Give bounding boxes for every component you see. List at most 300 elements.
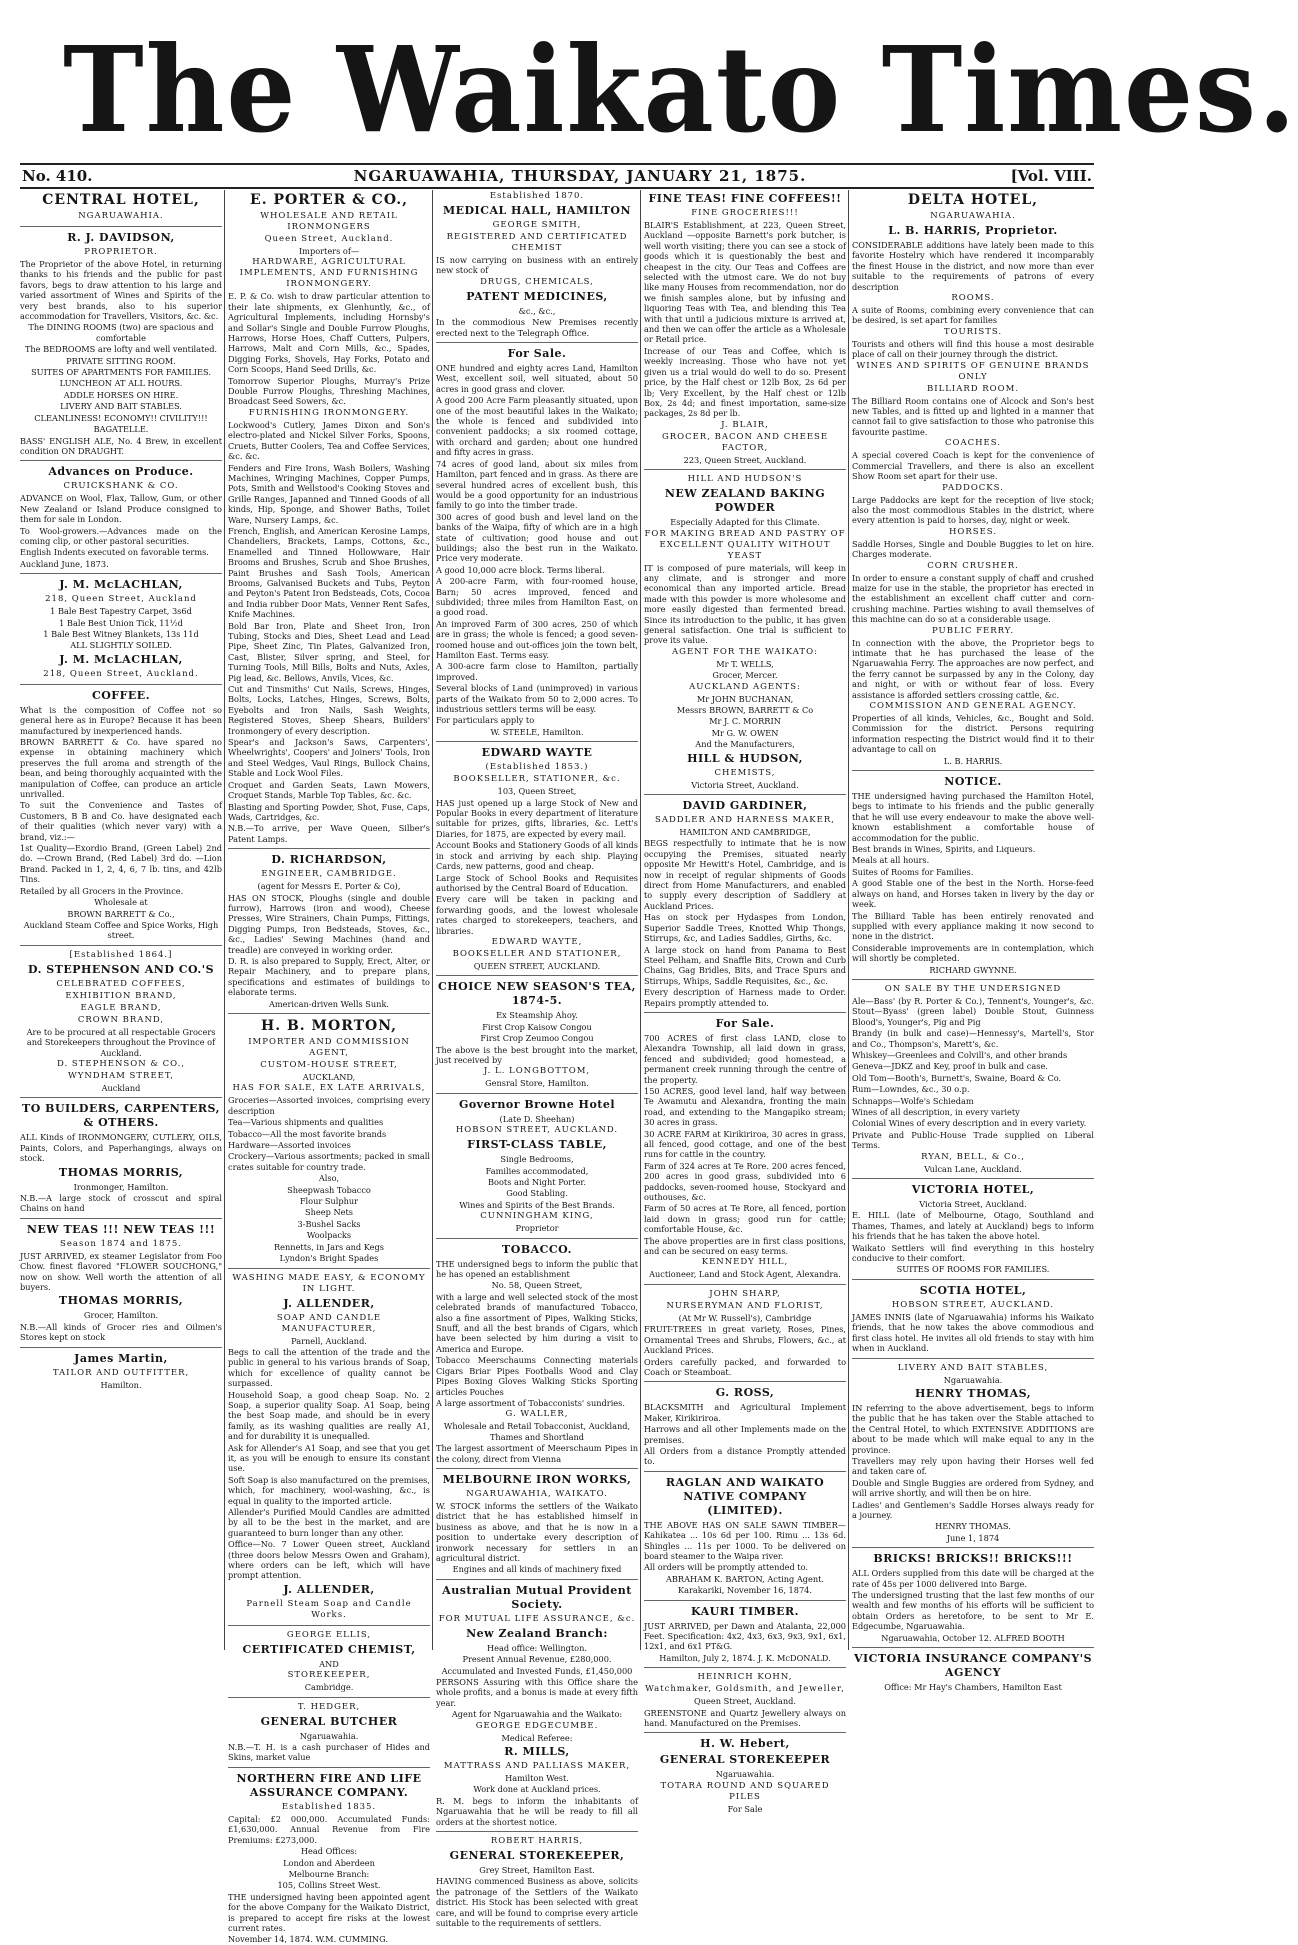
ad-line: SUITES OF ROOMS FOR FAMILIES. [896, 1264, 1050, 1275]
ad-subheading: New Zealand Branch: [466, 1626, 608, 1640]
ad-caption: [Established 1864.] [69, 949, 173, 960]
ad-line: AUCKLAND, [302, 1072, 356, 1082]
ad-line: Melbourne Branch: [288, 1868, 370, 1879]
ad-line: Wholesale and Retail Tobacconist, Auckland, Thames and Shortland [443, 1421, 631, 1442]
ad-caption: AGENT FOR THE WAIKATO: [672, 646, 818, 657]
ad-subheading: THOMAS MORRIS, [58, 1165, 184, 1179]
ad-paragraph: November 14, 1874. W.M. CUMMING. [228, 1934, 388, 1945]
ad-caption: 218, Queen Street, Auckland [45, 594, 197, 605]
ad-divider [436, 975, 638, 976]
ad-paragraph: Saddle Horses, Single and Double Buggies to let on hire. Charges moderate. [852, 538, 1094, 560]
ad-paragraph: Croquet and Garden Seats, Lawn Mowers, Croquet Stands, Marble Top Tables, &c. &c. [228, 779, 430, 801]
ad-paragraph: 150 ACRES, good level land, half way between Te Awamutu and Alexandra, fronting the main road, and extending to the Mangapiko stream; 30 acres in grass. [644, 1085, 846, 1128]
ad-caption: PROPRIETOR. [84, 247, 158, 257]
ad-line: Ngaruawahia. [299, 1730, 359, 1741]
ad-paragraph: N.B.—All kinds of Grocer ries and Oilmen's Stores kept on stock [20, 1321, 222, 1343]
ad-caption: REGISTERED AND CERTIFICATED CHEMIST [446, 232, 628, 253]
ad-divider [644, 1012, 846, 1013]
ad-paragraph: A suite of Rooms, combining every convenience that can be desired, is set apart for families [852, 305, 1094, 326]
ad-subheading: J. ALLENDER, [283, 1582, 375, 1596]
ad-paragraph: Tomorrow Superior Ploughs, Murray's Prize Double Furrow Ploughs, Threshing Machines, Broadcast Seed Sowers, &c. [228, 375, 430, 407]
ad-line: 103, Queen Street, [497, 786, 577, 797]
ad-caption: PUBLIC FERRY. [931, 625, 1015, 636]
ad-caption: Watchmaker, Goldsmith, and Jeweller, [645, 1684, 845, 1695]
ad-divider [20, 226, 222, 227]
ad-paragraph: Office—No. 7 Lower Queen street, Auckland (three doors below Messrs Owen and Graham), where orders can be left, which will have prompt attention. [228, 1539, 430, 1581]
ad-line: June 1, 1874 [946, 1532, 1000, 1543]
ad-line: (Late D. Sheehan) [499, 1113, 575, 1124]
ad-caption: CELEBRATED COFFEES, [56, 978, 186, 989]
ad-caption: FINE GROCERIES!!! [691, 208, 799, 218]
ad-divider [228, 1013, 430, 1014]
column-rule [848, 190, 849, 1650]
ad-caption: GEORGE SMITH, [492, 220, 582, 230]
ad-paragraph: Best brands in Wines, Spirits, and Liqueurs. [852, 844, 1036, 855]
ad-caption: ROOMS. [951, 293, 995, 304]
ad-line: 223, Queen Street, Auckland. [683, 454, 807, 465]
ad-caption: J. L. LONGBOTTOM, [483, 1066, 591, 1077]
ad-line: Auckland [101, 1082, 141, 1093]
ad-paragraph: Rum—Lowndes, &c., 30 o.p. [852, 1084, 970, 1095]
ad-line: L. B. HARRIS. [943, 755, 1003, 766]
ad-subheading: GENERAL STOREKEEPER, [449, 1849, 625, 1863]
ad-paragraph: E. HILL (late of Melbourne, Otago, Southland and Thames, Thames, and lately at Auckland) begs to inform his friends that he has taken the above hotel. [852, 1210, 1094, 1242]
ad-caption: Parnell Steam Soap and Candle Works. [246, 1598, 412, 1620]
ad-paragraph: Tea—Various shipments and qualities [228, 1117, 384, 1128]
ad-paragraph: Properties of all kinds, Vehicles, &c., Bought and Sold. Commission for the district. Persons requiring information respecting the District would find it to their advantage to call on [852, 713, 1094, 755]
ad-paragraph: N.B.—A large stock of crosscut and spiral Chains on hand [20, 1192, 222, 1214]
ad-paragraph: Tobacco—All the most favorite brands [228, 1128, 387, 1139]
ad-paragraph: Blasting and Sporting Powder, Shot, Fuse, Caps, Wads, Cartridges, &c. [228, 801, 430, 822]
ad-paragraph: The Billiard Table has been entirely renovated and supplied with every appliance making it now second to none in the district. [852, 910, 1094, 942]
ad-line: Cambridge. [304, 1682, 354, 1693]
ad-subheading: NEW ZEALAND BAKING POWDER [664, 487, 826, 515]
ad-line: W. STEELE, Hamilton. [490, 726, 584, 737]
ad-divider [644, 469, 846, 470]
ad-divider [644, 794, 846, 795]
ad-paragraph: To suit the Convenience and Tastes of Customers, B B and Co. have designated each of their qualities (which never vary) with a brand, viz.:— [20, 800, 222, 842]
issue-number: No. 410. [22, 167, 93, 185]
ad-paragraph: The above properties are in first class positions, and can be secured on easy terms. [644, 1235, 846, 1257]
ad-divider [228, 848, 430, 849]
ad-line: Wholesale at [94, 897, 148, 908]
ad-caption: ROBERT HARRIS, [490, 1836, 584, 1847]
ad-paragraph: A good 10,000 acre block. Terms liberal. [436, 564, 605, 575]
ad-caption: HAS FOR SALE, EX LATE ARRIVALS, [232, 1083, 426, 1094]
ad-paragraph: Allender's Purified Mould Candles are admitted by all to be the best in the market, and are guaranteed to burn longer than any other. [228, 1507, 430, 1538]
ad-line: Mr T. WELLS, [716, 658, 774, 669]
ad-divider [20, 1347, 222, 1348]
ad-caption: WYNDHAM STREET, [68, 1070, 174, 1081]
column-2 [228, 190, 430, 1945]
ad-divider [436, 1579, 638, 1580]
ad-caption: EXHIBITION BRAND, [65, 990, 177, 1001]
ad-line: Hamilton, July 2, 1874. J. K. McDONALD. [659, 1652, 831, 1663]
ad-paragraph: E. P. & Co. wish to draw particular attention to their late shipments, ex Glenhuntly, &c., of Agricultural Implements, including Hornsby's and Sollar's Single and Double Furrow Ploughs, Harrows, Horse Hoes, Chaff Cutters, Pulpers, Harrows, Malt and Corn Mills, &c., Spades, Digging Forks, Shovels, Hay Forks, Potato and Corn Scoops, Hand Seed Drills, &c. [228, 291, 430, 375]
ad-line: Ngaruawahia. [943, 1374, 1003, 1385]
ad-paragraph: Ladies' and Gentlemen's Saddle Horses always ready for a journey. [852, 1499, 1094, 1520]
ad-paragraph: HAS just opened up a large Stock of New and Popular Books in every department of literature suitable for prizes, gifts, libraries, &c. Lett's Diaries, for 1875, are expected by every mail. [436, 797, 638, 839]
ad-subheading: D. STEPHENSON AND CO.'S [27, 962, 215, 976]
ad-paragraph: Considerable improvements are in contemplation, which will shortly be completed. [852, 942, 1094, 964]
ad-subheading: CHOICE NEW SEASON'S TEA, 1874-5. [438, 980, 636, 1008]
ad-divider [228, 1625, 430, 1626]
ad-divider [644, 1600, 846, 1601]
ad-paragraph: In the commodious New Premises recently erected next to the Telegraph Office. [436, 317, 638, 338]
ad-paragraph: IS now carrying on business with an entirely new stock of [436, 255, 638, 276]
ad-caption: NGARUAWAHIA. [930, 211, 1016, 221]
ad-paragraph: Waikato Settlers will find everything in this hostelry conducive to their comfort. [852, 1242, 1094, 1264]
ad-paragraph: Meals at all hours. [852, 855, 930, 866]
ad-heading: DELTA HOTEL, [907, 192, 1039, 208]
ad-caption: KENNEDY HILL, [701, 1257, 789, 1268]
ad-line: Mr JOHN BUCHANAN, [696, 693, 794, 704]
ad-subheading: GENERAL STOREKEEPER [659, 1753, 831, 1767]
ad-caption: J. BLAIR, [721, 419, 769, 430]
ad-paragraph: W. STOCK informs the settlers of the Waikato district that he has established himself in business as above, and that he is now in a position to undertake every description of ironwork necessary for settlers in an agricultural district. [436, 1500, 638, 1563]
ad-caption: HOBSON STREET, AUCKLAND. [455, 1125, 619, 1136]
ad-divider [436, 1468, 638, 1469]
ad-paragraph: Spear's and Jackson's Saws, Carpenters', Wheelwrights', Coopers' and Joiners' Tools, Iron and Steel Wedges, Vaul Rings, Bullock Chains, Stable and Lock Wool Files. [228, 737, 430, 779]
ad-caption: MATTRASS AND PALLIASS MAKER, [443, 1761, 631, 1772]
dateline [20, 163, 1094, 189]
ad-line: Work done at Auckland prices. [473, 1784, 601, 1795]
ad-line: Ironmonger, Hamilton. [73, 1181, 169, 1192]
ad-paragraph: In connection with the above, the Proprietor begs to intimate that he has purchased the lease of the Ngaruawahia Ferry. The approaches are now perfect, and the ferry cannot be surpassed by any in the Colony, day and night, or with or without fear of loss. Every assistance is afforded settlers crossing cattle, &c. [852, 637, 1094, 700]
ad-paragraph: A good 200 Acre Farm pleasantly situated, upon one of the most beautiful lakes in the Waikato; the whole is fenced and subdivided into convenient paddocks; a six roomed cottage, with orchard and garden; about one hundred and fifty acres in grass. [436, 395, 638, 458]
ad-subheading: MELBOURNE IRON WORKS, [442, 1472, 632, 1486]
ad-line: Victoria Street, Auckland. [919, 1199, 1027, 1210]
ad-line: Rennetts, in Jars and Kegs [274, 1241, 384, 1252]
ad-caption: PADDOCKS. [942, 482, 1004, 493]
ad-line: (At Mr W. Russell's), Cambridge [678, 1312, 812, 1323]
ad-divider [852, 1647, 1094, 1648]
ad-line: Auckland Steam Coffee and Spice Works, High street. [23, 919, 219, 941]
ad-caption: CUSTOM-HOUSE STREET, [260, 1060, 398, 1070]
ad-paragraph: Capital: £2 000,000. Accumulated Funds: £1,630,000. Annual Revenue from Fire Premiums: £273,000. [228, 1813, 430, 1845]
ad-caption: G. WALLER, [505, 1409, 569, 1420]
ad-paragraph: Large Paddocks are kept for the reception of live stock; also the most commodious Stables in the district, where every attention is paid to horses, day, night or week. [852, 494, 1094, 526]
ad-line: Mr G. W. OWEN [711, 727, 779, 738]
volume-number: [Vol. VIII. [1010, 167, 1092, 185]
ad-paragraph: JUST ARRIVED, per Dawn and Atalanta, 22,000 Feet. Specification: 4x2, 4x3, 6x3, 9x3, 9x1, 6x1, 12x1, and 6x1 PT&G. [644, 1620, 846, 1652]
ad-paragraph: JUST ARRIVED, ex steamer Legislator from Foo Chow. finest flavored "FLOWER SOUCHONG," now on show. Well worth the attention of all buyers. [20, 1250, 222, 1292]
ad-line: Engines and all kinds of machinery fixed [452, 1564, 622, 1575]
ad-paragraph: PERSONS Assuring with this Office share the whole profits, and a bonus is made at every fifth year. [436, 1677, 638, 1708]
ad-divider [852, 770, 1094, 771]
ad-caption: HARDWARE, AGRICULTURAL IMPLEMENTS, AND FURNISHING IRONMONGERY. [239, 257, 419, 290]
ad-line: Queen Street, Auckland. [694, 1696, 796, 1707]
ad-paragraph: THE undersigned having purchased the Hamilton Hotel, begs to intimate to his friends and the public generally that he will use every endeavour to make the above well-known establishment a comfortable house of accommodation for the public. [852, 791, 1094, 843]
ad-caption: BILLIARD ROOM. [926, 383, 1020, 394]
ad-paragraph: JAMES INNIS (late of Ngaruawahia) informs his Waikato friends, that he now takes the above commodious and first class hotel. He invites all old friends to stay with him when in Auckland. [852, 1311, 1094, 1354]
ad-paragraph: Whiskey—Greenlees and Colvill's, and other brands [852, 1049, 1068, 1060]
ad-paragraph: A 200-acre Farm, with four-roomed house, Barn; 50 acres improved, fenced and subdivided; three miles from Hamilton East, on a good road. [436, 576, 638, 618]
ad-heading: H. B. MORTON, [260, 1018, 398, 1034]
ad-caption: NGARUAWAHIA. [78, 211, 164, 221]
ad-line: And the Manufacturers, [695, 739, 795, 750]
ad-paragraph: THE undersigned having been appointed agent for the above Company for the Waikato District, is prepared to accept fire risks at the lowest current rates. [228, 1891, 430, 1933]
ad-line: Wines and Spirits of the Best Brands. [459, 1199, 615, 1210]
ad-line: Gensral Store, Hamilton. [485, 1078, 589, 1089]
ad-caption: GEORGE ELLIS, [286, 1629, 372, 1640]
ad-caption: FURNISHING IRONMONGERY. [248, 407, 410, 418]
ad-caption: HILL AND HUDSON'S [687, 474, 803, 485]
ad-paragraph: Old Tom—Booth's, Burnett's, Swaine, Board & Co. [852, 1072, 1062, 1083]
ad-paragraph: Increase of our Teas and Coffee, which is weekly increasing. Those who have not yet given us a trial would do well to do so. Present price, by the Half chest or 12lb Box, 2s 6d per lb; Very Excellent, by the Half chest or 12lb Box, 2s 4d; and finest importation, same-size packages, 2s 8d per lb. [644, 345, 846, 419]
ad-paragraph: Has on stock per Hydaspes from London, Superior Saddle Trees, Knotted Whip Thongs, Stirrups, &c, and Ladies Saddles, Girths, &c. [644, 912, 846, 944]
ad-paragraph: IN referring to the above advertisement, begs to inform the public that he has taken over the Stable attached to the Central Hotel, to which EXTENSIVE ADDITIONS are about to be made which will make equal to any in the province. [852, 1402, 1094, 1455]
ad-divider [644, 1284, 846, 1285]
ad-subheading: RAGLAN AND WAIKATO NATIVE COMPANY (LIMITED). [665, 1475, 825, 1517]
ad-divider [20, 573, 222, 574]
ad-divider [20, 1218, 222, 1219]
ad-line: BROWN BARRETT & Co., [67, 908, 175, 919]
ad-caption: COACHES. [945, 438, 1001, 449]
ad-caption: D. STEPHENSON & CO., [57, 1058, 185, 1069]
ad-paragraph: ADVANCE on Wool, Flax, Tallow, Gum, or other New Zealand or Island Produce consigned to them for sale in London. [20, 493, 222, 525]
ad-paragraph: Suites of Rooms for Families. [852, 866, 974, 877]
ad-line: First Crop Zeumoo Congou [480, 1033, 594, 1044]
ad-divider [644, 1732, 846, 1733]
ad-line: Grocer, Hamilton. [83, 1310, 159, 1321]
ad-subheading: FINE TEAS! FINE COFFEES!! [648, 192, 842, 205]
ad-line: Auctioneer, Land and Stock Agent, Alexandra. [649, 1269, 841, 1280]
ad-paragraph: THE undersigned begs to inform the public that he has opened an establishment [436, 1258, 638, 1280]
ad-subheading: HENRY THOMAS, [914, 1386, 1032, 1400]
ad-paragraph: Soft Soap is also manufactured on the premises, which, for machinery, wool-washing, &c., is equal in quality to the imported article. [228, 1474, 430, 1506]
ad-line: Vulcan Lane, Auckland. [924, 1163, 1022, 1174]
ad-subheading: PATENT MEDICINES, [466, 289, 608, 303]
ad-divider [852, 1547, 1094, 1548]
masthead-title: The Waikato Times. [62, 20, 1298, 159]
column-rule [640, 190, 641, 1650]
ad-caption: SADDLER AND HARNESS MAKER, [655, 815, 835, 826]
ad-caption: STOREKEEPER, [287, 1670, 371, 1681]
ad-paragraph: N.B.—T. H. is a cash purchaser of Hides and Skins, market value [228, 1742, 430, 1763]
ad-line: HAMILTON AND CAMBRIDGE, [679, 827, 811, 838]
ad-divider [20, 684, 222, 685]
ad-paragraph: A 300-acre farm close to Hamilton, partially improved. [436, 661, 638, 682]
ad-subheading: GENERAL BUTCHER [260, 1714, 398, 1728]
ad-paragraph: Fenders and Fire Irons, Wash Boilers, Washing Machines, Wringing Machines, Copper Pumps, Pots, Smith and Wellstood's Cooking Stoves and Grille Ranges, Japanned and Tinned Goods of all kinds, Hip, Sponge, and Shower Baths, Toilet Ware, Nursery Lamps, &c. [228, 462, 430, 525]
ad-line: Flour Sulphur [299, 1196, 359, 1207]
ad-line: Boots and Night Porter. [488, 1177, 586, 1187]
ad-line: Sheep Nets [305, 1207, 353, 1218]
ad-paragraph: The Billiard Room contains one of Alcock and Son's best new Tables, and is fitted up and lighted in a manner that cannot fail to give satisfaction to those who patronise this favourite pastime. [852, 395, 1094, 437]
ad-paragraph: The Proprietor of the above Hotel, in returning thanks to his friends and the public for past favors, begs to draw attention to his large and varied assortment of Wines and Spirits of the very best brands, also to his superior accommodation for Travellers, Visitors, &c. &c. [20, 259, 222, 322]
ad-caption: Established 1870. [489, 191, 585, 201]
ad-caption: TOTARA ROUND AND SQUARED PILES [660, 1780, 830, 1802]
ad-caption: CHEMISTS, [714, 767, 776, 778]
ad-line: LUNCHEON AT ALL HOURS. [59, 378, 183, 389]
ad-caption: ENGINEER, CAMBRIDGE. [261, 869, 397, 880]
ad-line: Hamilton. [100, 1379, 142, 1390]
ad-line: AND [319, 1658, 339, 1669]
ad-line: Also, [318, 1173, 340, 1184]
ad-divider [852, 1279, 1094, 1280]
ad-subheading: L. B. HARRIS, Proprietor. [888, 224, 1058, 237]
ad-line: 3-Bushel Sacks [297, 1218, 361, 1229]
ad-caption: JOHN SHARP, [709, 1288, 781, 1299]
ad-line: Ngaruawahia. [715, 1769, 775, 1780]
ad-divider [436, 1831, 638, 1832]
ad-paragraph: Begs to call the attention of the trade and the public in general to his various brands of Soap, which for excellence of quality cannot be surpassed. [228, 1346, 430, 1389]
ad-divider [20, 1097, 222, 1098]
ad-caption: IMPORTER AND COMMISSION AGENT, [248, 1037, 410, 1058]
ad-subheading: H. W. Hebert, [700, 1737, 790, 1751]
ad-line: 1 Bale Best Tapestry Carpet, 3s6d [50, 606, 192, 617]
ad-caption: SOAP AND CANDLE MANUFACTURER, [276, 1312, 382, 1334]
ad-line: PRIVATE SITTING ROOM. [66, 355, 176, 366]
ad-divider [644, 1471, 846, 1472]
ad-paragraph: R. M. begs to inform the inhabitants of Ngaruawahia that he will be ready to fill all orders at the shortest notice. [436, 1795, 638, 1827]
ad-subheading: THOMAS MORRIS, [58, 1294, 184, 1308]
ad-paragraph: A large stock on hand from Panama to Best Steel Pelham, and Snaffle Bits, Crown and Curb Chains, Gag Bridles, Bits, and Trace Spurs and Stirrups, Whips, Saddle Requisites, &c., &c. [644, 944, 846, 986]
ad-paragraph: Farm of 324 acres at Te Rore. 200 acres fenced, 200 acres in good grass, subdivided into 6 paddocks, seven-roomed house, Stockyard and outhouses, &c. [644, 1160, 846, 1203]
ad-paragraph: Orders carefully packed, and forwarded to Coach or Steamboat. [644, 1356, 846, 1377]
ad-paragraph: Travellers may rely upon having their Horses well fed and taken care of. [852, 1455, 1094, 1477]
ad-caption: CROWN BRAND, [77, 1014, 165, 1025]
ad-subheading: DAVID GARDINER, [682, 799, 808, 813]
ad-subheading: SCOTIA HOTEL, [919, 1283, 1027, 1297]
ad-line: No. 58, Queen Street, [491, 1280, 583, 1291]
ad-paragraph: French, English, and American Kerosine Lamps, Chandeliers, Brackets, Lamps, Cottons, &c., Enamelled and Tinned Hollowware, Hair Brooms and Brushes, Scrub and Shoe Brushes, Paint Brushes and Sash Tools, American Brooms, Galvanised Buckets and Tubs, Peyton and Peyton's Patent Iron Bedsteads, Cots, Cocoa and India rubber Door Mats, Venner Rent Safes, Knife Machines. [228, 525, 430, 620]
ad-paragraph: THE ABOVE HAS ON SALE SAWN TIMBER— Kahikatea ... 10s 6d per 100. Rimu ... 13s 6d. Shingles ... 11s per 1000. To be delivered on board steamer to the Waipa river. [644, 1519, 846, 1561]
ad-line: London and Aberdeen [283, 1857, 375, 1868]
ad-line: Especially Adapted for this Climate. [670, 517, 820, 528]
ad-subheading: J. ALLENDER, [283, 1296, 375, 1310]
ad-paragraph: HAVING commenced Business as above, solicits the patronage of the Settlers of the Waikato district. His Stock has been selected with great care, and will be found to comprise every article suitable to the requirements of settlers. [436, 1876, 638, 1929]
ad-heading: E. PORTER & CO., [250, 192, 408, 208]
ad-caption: CUNNINGHAM KING, [480, 1211, 594, 1222]
ad-paragraph: ALL Orders supplied from this date will be charged at the rate of 45s per 1000 delivered into Barge. [852, 1568, 1094, 1589]
ad-subheading: Australian Mutual Provident Society. [442, 1583, 632, 1611]
ad-paragraph: Double and Single Buggies are ordered from Sydney, and will arrive shortly, and will then be on hire. [852, 1477, 1094, 1499]
ad-paragraph: 74 acres of good land, about six miles from Hamilton, part fenced and in grass. As there are several hundred acres of excellent bush, this would be a good opportunity for an industrious family to go into the timber trade. [436, 458, 638, 511]
ad-paragraph: The above is the best brought into the market, just received by [436, 1044, 638, 1065]
ad-paragraph: CONSIDERABLE additions have lately been made to this favorite Hostelry which have rendered it incomparably the finest House in the district, and now more than ever suitable to the requirements of patrons of every description [852, 240, 1094, 292]
ad-paragraph: 1st Quality—Exordio Brand, (Green Label) 2nd do. —Crown Brand, (Red Label) 3rd do. —Lion Brand. Packed in 1, 2, 4, 6, 7 lb. tins, and 42lb Tins. [20, 843, 222, 885]
ad-line: Are to be procured at all respectable Grocers and Storekeepers throughout the Province of Auckland. [26, 1026, 216, 1058]
ad-line: Accumulated and Invested Funds, £1,450,000 [441, 1665, 633, 1676]
ad-paragraph: Hardware—Assorted invoices [228, 1140, 351, 1151]
ad-line: Grocer, Mercer. [712, 670, 778, 681]
ad-paragraph: 30 ACRE FARM at Kirikiriroa, 30 acres in grass, all fenced, good cottage, and one of the best runs for cattle in the country. [644, 1128, 846, 1160]
ad-paragraph: Ask for Allender's A1 Soap, and see that you get it, as you will be enough to ensure its constant use. [228, 1442, 430, 1474]
ad-paragraph: Harrows and all other Implements made on the premises. [644, 1424, 846, 1445]
column-3 [436, 190, 638, 1929]
ad-caption: FOR MUTUAL LIFE ASSURANCE, &c. [438, 1613, 636, 1624]
ad-caption: DRUGS, CHEMICALS, [480, 276, 594, 287]
ad-line: The DINING ROOMS (two) are spacious and comfortable [28, 322, 214, 343]
ad-line: QUEEN STREET, AUCKLAND. [473, 960, 601, 971]
ad-divider [20, 945, 222, 946]
ad-line: Messrs BROWN, BARRETT & Co [676, 705, 814, 715]
ad-divider [20, 460, 222, 461]
ad-subheading: Advances on Produce. [48, 465, 194, 479]
ad-paragraph: 700 ACRES of first class LAND, close to Alexandra Township, all laid down in grass, fenced and subdivided; good homestead, a permanent creek running through the centre of the property. [644, 1032, 846, 1085]
ad-subheading: J. M. McLACHLAN, [59, 578, 183, 592]
ad-divider [852, 1178, 1094, 1179]
issue-date: NGARUAWAHIA, THURSDAY, JANUARY 21, 1875. [353, 167, 807, 185]
ad-line: Head Offices: [300, 1846, 358, 1857]
ad-line: For Sale [727, 1803, 763, 1814]
ad-subheading: BRICKS! BRICKS!! BRICKS!!! [873, 1552, 1073, 1566]
ad-paragraph: Wines of all description, in every variety [852, 1107, 1020, 1117]
ad-line: Head office: Wellington. [487, 1642, 587, 1653]
column-5 [852, 190, 1094, 1693]
ad-paragraph: English Indents executed on favorable terms. [20, 547, 209, 558]
ad-line: 1 Bale Best Witney Blankets, 13s 11d [43, 628, 199, 639]
ad-subheading: NORTHERN FIRE AND LIFE ASSURANCE COMPANY. [236, 1771, 422, 1799]
ad-paragraph: For particulars apply to [436, 715, 535, 726]
ad-line: 105, Collins Street West. [277, 1880, 381, 1891]
ad-subheading: James Martin, [74, 1351, 168, 1365]
ad-subheading: MEDICAL HALL, HAMILTON [442, 204, 632, 217]
ad-paragraph: Large Stock of School Books and Requisites authorised by the Central Board of Education. [436, 872, 638, 893]
ad-caption: BOOKSELLER AND STATIONER, [452, 948, 622, 959]
ad-paragraph: Retailed by all Grocers in the Province. [20, 885, 184, 896]
ad-paragraph: Lockwood's Cutlery, James Dixon and Son's electro-plated and Nickel Silver Forks, Spoons, Cruets, Butter Coolers, Tea and Coffee Services, &c. &c. [228, 419, 430, 462]
ad-caption: RYAN, BELL, & Co., [921, 1151, 1025, 1162]
ad-subheading: TO BUILDERS, CARPENTERS, & OTHERS. [22, 1102, 220, 1130]
ad-line: American-driven Wells Sunk. [268, 998, 390, 1009]
ad-paragraph: BEGS respectfully to intimate that he is now occupying the Premises, situated nearly opposite Mr Hewitt's Hotel, Cambridge, and is now in receipt of regular shipments of Goods direct from Home Manufacturers, and enabled to supply every description of Saddlery at Auckland Prices. [644, 838, 846, 911]
ad-paragraph: Farm of 50 acres at Te Rore, all fenced, portion laid down in grass; good run for cattle; comfortable House, &c. [644, 1203, 846, 1235]
ad-line: 1 Bale Best Union Tick, 11½d [59, 617, 183, 628]
ad-divider [852, 979, 1094, 980]
ad-line: (agent for Messrs E. Porter & Co), [257, 881, 401, 892]
ad-paragraph: 300 acres of good bush and level land on the banks of the Waipa, fifty of which are in a high state of cultivation; good house and out buildings; also the best run in the Waikato. Price very moderate. [436, 511, 638, 564]
ad-divider [228, 1697, 430, 1698]
ad-paragraph: Colonial Wines of every description and in every variety. [852, 1118, 1087, 1129]
ad-line: The BEDROOMS are lofty and well ventilated. [24, 344, 218, 355]
ad-line: ADDLE HORSES ON HIRE. [63, 389, 179, 400]
ad-paragraph: BLACKSMITH and Agricultural Implement Maker, Kirikiriroa. [644, 1402, 846, 1423]
ad-paragraph: Tobacco Meerschaums Connecting materials Cigars Briar Pipes Footballs Wood and Clay Pipes Boxing Gloves Walking Sticks Sporting articles Pouches [436, 1355, 638, 1397]
ad-line: Sheepwash Tobacco [287, 1184, 371, 1195]
ad-line: BAGATELLE. [93, 424, 149, 435]
ad-paragraph: All orders will be promptly attended to. [644, 1562, 808, 1573]
ad-divider [228, 1268, 430, 1269]
ad-paragraph: Tourists and others will find this house a most desirable place of call on their journey through the district. [852, 338, 1094, 360]
ad-paragraph: Brandy (in bulk and case)—Hennessy's, Martell's, Stor and Co., Thompson's, Marett's, &c. [852, 1028, 1094, 1049]
ad-line: CLEANLINESS! ECONOMY!! CIVILITY!!! [34, 412, 208, 423]
ad-caption: Season 1874 and 1875. [60, 1238, 182, 1249]
ad-caption: COMMISSION AND GENERAL AGENCY. [869, 701, 1077, 711]
ad-line: RICHARD GWYNNE. [929, 964, 1017, 975]
ad-caption: HORSES. [948, 526, 998, 537]
ad-line: Karakariki, November 16, 1874. [678, 1585, 812, 1596]
ad-subheading: Governor Browne Hotel [458, 1097, 616, 1111]
ad-caption: ON SALE BY THE UNDERSIGNED [884, 983, 1062, 994]
ad-paragraph: The undersigned trusting that the last few months of our wealth and few months of his efforts will be sufficient to obtain Orders as heretofore, to be sent to Mr E. Edgecumbe, Ngaruawahia. [852, 1590, 1094, 1632]
ad-paragraph: Crockery—Various assortments; packed in small crates suitable for country trade. [228, 1151, 430, 1172]
ad-caption: FOR MAKING BREAD AND PASTRY OF EXCELLENT QUALITY WITHOUT YEAST [644, 528, 846, 561]
ad-caption: (Established 1853.) [485, 762, 589, 773]
column-rule [432, 190, 433, 1650]
ad-caption: Established 1835. [281, 1801, 377, 1812]
ad-line: SUITES OF APARTMENTS FOR FAMILIES. [31, 367, 211, 378]
ad-subheading: NOTICE. [944, 775, 1002, 789]
ad-paragraph: BASS' ENGLISH ALE, No. 4 Brew, in excellent condition ON DRAUGHT. [20, 435, 222, 456]
ad-subheading: D. RICHARDSON, [271, 853, 387, 867]
ad-line: Office: Mr Hay's Chambers, Hamilton East [884, 1682, 1062, 1693]
ad-caption: EDWARD WAYTE, [491, 936, 583, 947]
ad-caption: HEINRICH KOHN, [697, 1672, 793, 1683]
ad-caption: WHOLESALE AND RETAIL IRONMONGERS [260, 211, 398, 232]
